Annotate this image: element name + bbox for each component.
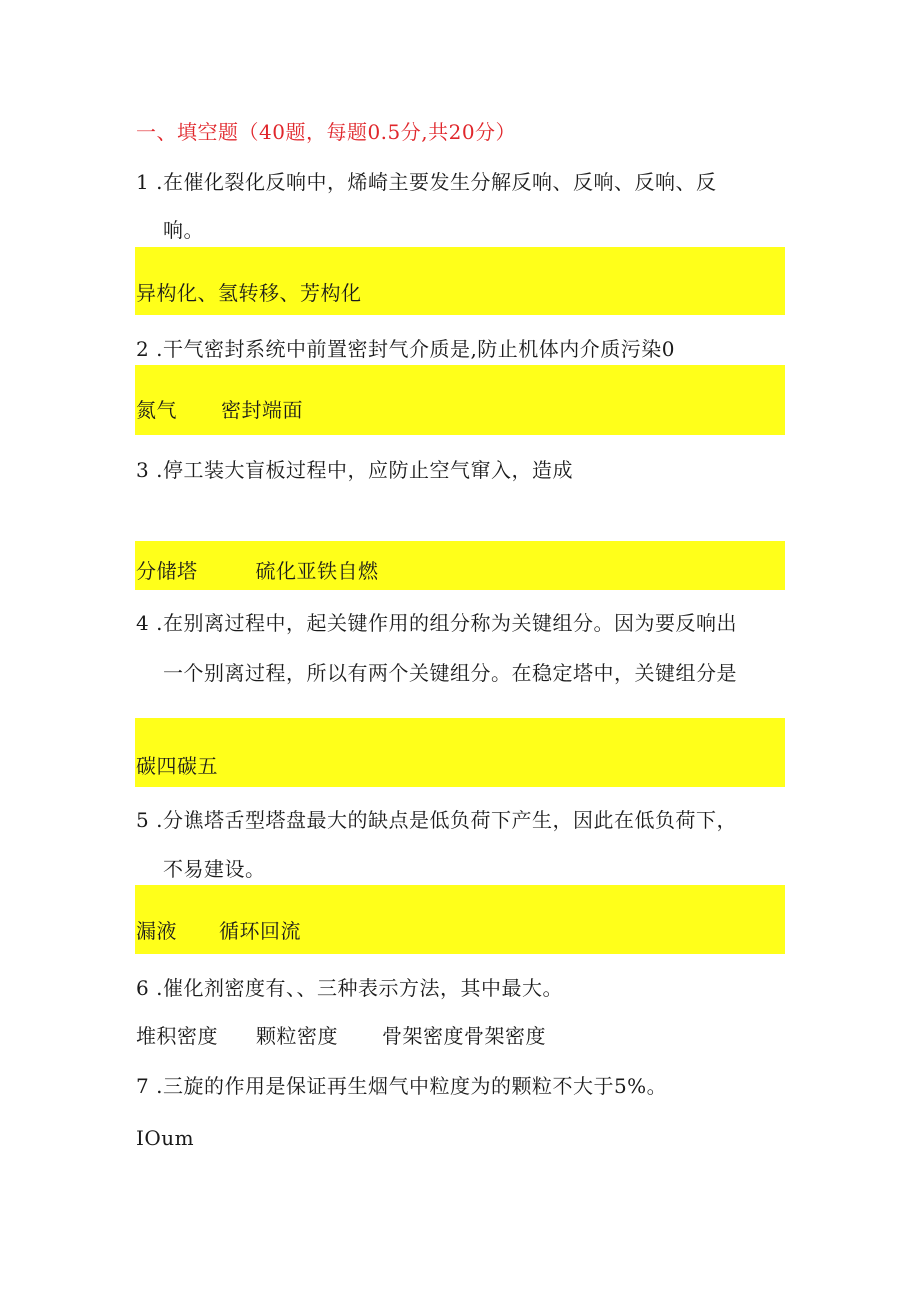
answer-2-part-1: 氮气 (136, 398, 177, 422)
answer-4-text: 碳四碳五 (136, 754, 218, 778)
question-4-line-2: 一个别离过程，所以有两个关键组分。在稳定塔中，关键组分是 (163, 661, 737, 685)
answer-3 (136, 557, 379, 585)
answer-6-part-2: 颗粒密度 (256, 1024, 338, 1048)
answer-4-highlight (135, 718, 785, 787)
answer-3-part-2: 硫化亚铁自燃 (255, 559, 379, 583)
answer-5-part-2: 循环回流 (219, 919, 301, 943)
answer-6-part-1: 堆积密度 (136, 1024, 218, 1048)
question-7-line-1: 7 .三旋的作用是保证再生烟气中粒度为的颗粒不大于5%。 (136, 1074, 668, 1098)
answer-4 (136, 752, 218, 780)
section-title: 一、填空题（40题，每题0.5分,共20分） (136, 120, 517, 144)
question-2-line-1: 2 .干气密封系统中前置密封气介质是,防止机体内介质污染0 (136, 337, 676, 361)
answer-7 (136, 1124, 194, 1152)
answer-2-part-2: 密封端面 (221, 398, 303, 422)
answer-5 (136, 917, 301, 945)
answer-6 (136, 1022, 546, 1050)
answer-5-part-1: 漏液 (136, 919, 177, 943)
answer-1-text: 异构化、氢转移、芳构化 (136, 281, 362, 305)
question-5-line-2: 不易建设。 (163, 857, 266, 881)
answer-7-text: IOum (136, 1126, 195, 1150)
question-6-line-1: 6 .催化剂密度有、、三种表示方法，其中最大。 (136, 976, 563, 1000)
answer-2 (136, 396, 303, 424)
question-1-line-2: 响。 (163, 218, 204, 242)
question-5-line-1: 5 .分谯塔舌型塔盘最大的缺点是低负荷下产生，因此在低负荷下， (136, 808, 737, 832)
question-3-line-1: 3 .停工装大盲板过程中，应防止空气窜入，造成 (136, 458, 573, 482)
question-4-line-1: 4 .在别离过程中，起关键作用的组分称为关键组分。因为要反响出 (136, 611, 737, 635)
question-1-line-1: 1 .在催化裂化反响中，烯崎主要发生分解反响、反响、反响、反 (136, 170, 717, 194)
answer-6-part-3: 骨架密度骨架密度 (382, 1024, 546, 1048)
answer-3-part-1: 分储塔 (136, 559, 198, 583)
answer-1 (136, 279, 362, 307)
